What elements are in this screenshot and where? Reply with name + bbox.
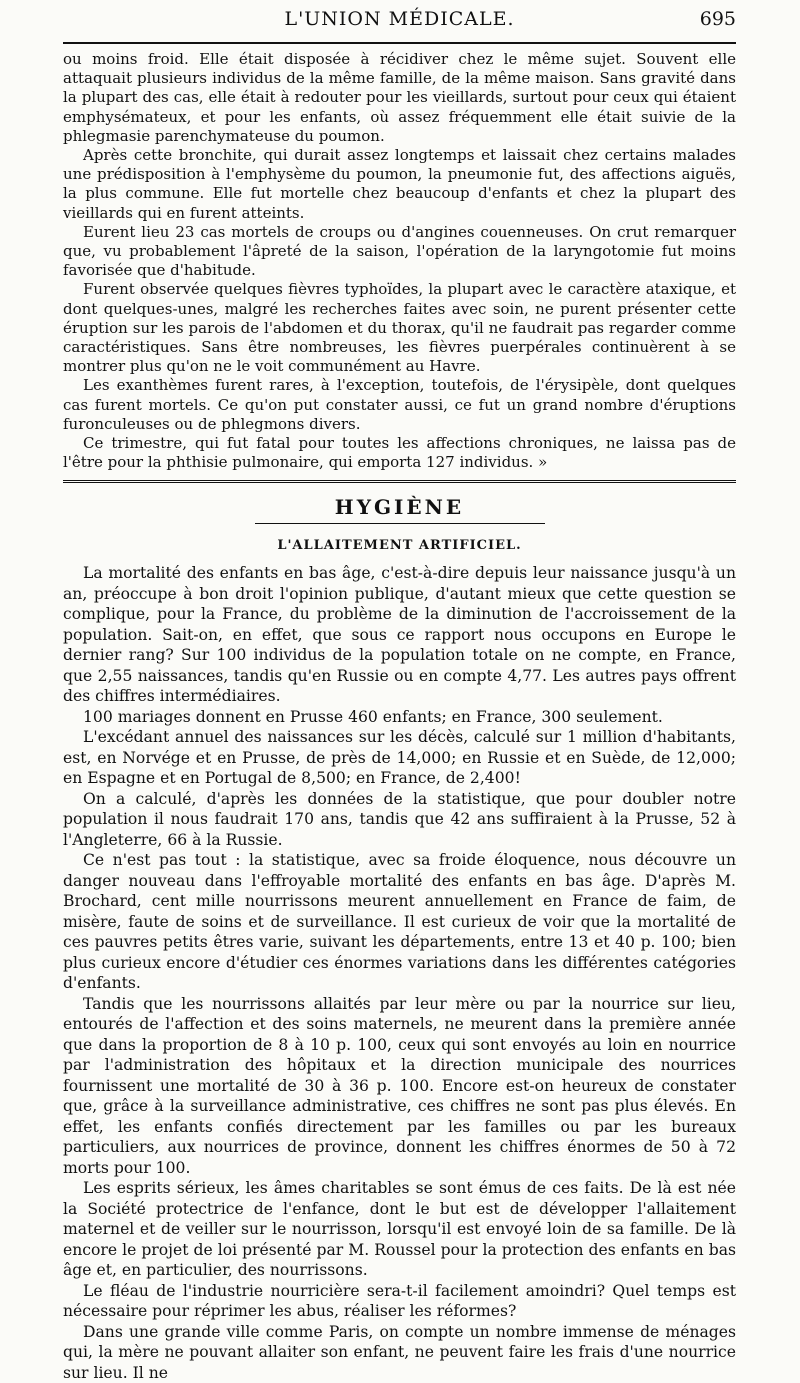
- previous-article-text: [63, 50, 736, 472]
- paragraph: L'excédant annuel des naissances sur les décès, calculé sur 1 million d'habitants, est, en Norvége et en Prusse, de près de 14,000; en Russie et en Suède, de 12,000; en Espagne et en Portugal de 8,500; en France, de 2,400!: [63, 728, 736, 788]
- article-text: [63, 563, 736, 1383]
- running-header: [63, 0, 736, 50]
- paragraph: Eurent lieu 23 cas mortels de croups ou d'angines couenneuses. On crut remarquer que, vu probablement l'âpreté de la saison, l'opération de la laryngotomie fut moins favorisée que d'habitude.: [63, 222, 736, 280]
- page-number: 695: [699, 8, 736, 30]
- paragraph: On a calculé, d'après les données de la statistique, que pour doubler notre population il nous faudrait 170 ans, tandis que 42 ans suffiraient à la Prusse, 52 à l'Angleterre, 66 à la Russie.: [63, 789, 736, 849]
- header-rule: [63, 42, 736, 44]
- section-divider: [63, 480, 736, 485]
- paragraph: Ce trimestre, qui fut fatal pour toutes les affections chroniques, ne laissa pas de l'être pour la phthisie pulmonaire, qui emporta 127 individus. »: [63, 434, 736, 472]
- paragraph: La mortalité des enfants en bas âge, c'est-à-dire depuis leur naissance jusqu'à un an, préoccupe à bon droit l'opinion publique, d'autant mieux que cette question se complique, pour la France, du problème de la diminution de l'accroissement de la population. Sait-on, en effet, que sous ce rapport nous occupons en Europe le dernier rang? Sur 100 individus de la population totale on ne compte, en France, que 2,55 naissances, tandis qu'en Russie ou en compte 4,77. Les autres pays offrent des chiffres intermédiaires.: [63, 564, 736, 706]
- paragraph: Le fléau de l'industrie nourricière sera-t-il facilement amoindri? Quel temps est nécessaire pour réprimer les abus, réaliser les réformes?: [63, 1281, 736, 1321]
- paragraph: Après cette bronchite, qui durait assez longtemps et laissait chez certains malades une prédisposition à l'emphysème du poumon, la pneumonie fut, des affections aiguës, la plus commune. Elle fut mortelle chez beaucoup d'enfants et chez la plupart des vieillards qui en furent atteints.: [63, 146, 736, 222]
- journal-title: L'UNION MÉDICALE.: [284, 8, 515, 30]
- paragraph: 100 mariages donnent en Prusse 460 enfants; en France, 300 seulement.: [83, 707, 663, 726]
- article-title: L'ALLAITEMENT ARTIFICIEL.: [277, 538, 522, 554]
- paragraph: Furent observée quelques fièvres typhoïdes, la plupart avec le caractère ataxique, et dont quelques-unes, malgré les recherches faites avec soin, ne purent présenter cette éruption sur les parois de l'abdomen et du thorax, qu'il ne faudrait pas regarder comme caractéristiques. Sans être nombreuses, les fièvres puerpérales continuèrent à se montrer plus qu'on ne le voit communément au Havre.: [63, 280, 736, 376]
- paragraph: Tandis que les nourrissons allaités par leur mère ou par la nourrice sur lieu, entourés de l'affection et des soins maternels, ne meurent dans la première année que dans la proportion de 8 à 10 p. 100, ceux qui sont envoyés au loin en nourrice par l'administration des hôpitaux et la direction municipale des nourrices fournissent une mortalité de 30 à 36 p. 100. Encore est-on heureux de constater que, grâce à la surveillance administrative, ces chiffres ne sont pas plus élevés. En effet, les enfants confiés directement par les familles ou par les bureaux particuliers, aux nourrices de province, donnent les chiffres énormes de 50 à 72 morts pour 100.: [63, 994, 736, 1177]
- paragraph: Les esprits sérieux, les âmes charitables se sont émus de ces faits. De là est née la Société protectrice de l'enfance, dont le but est de développer l'allaitement maternel et de veiller sur le nourrisson, lorsqu'il est envoyé loin de sa famille. De là encore le projet de loi présenté par M. Roussel pour la protection des enfants en bas âge et, en particulier, des nourrissons.: [63, 1179, 736, 1280]
- paragraph: ou moins froid. Elle était disposée à récidiver chez le même sujet. Souvent elle attaquait plusieurs individus de la même famille, de la même maison. Sans gravité dans la plupart des cas, elle était à redouter pour les vieillards, surtout pour ceux qui étaient emphysémateux, et pour les enfants, où assez fréquemment elle était suivie de la phlegmasie parenchymateuse du poumon.: [63, 50, 736, 145]
- paragraph: Les exanthèmes furent rares, à l'exception, toutefois, de l'érysipèle, dont quelques cas furent mortels. Ce qu'on put constater aussi, ce fut un grand nombre d'éruptions furonculeuses ou de phlegmons divers.: [63, 376, 736, 433]
- section-title-underline: [255, 523, 545, 524]
- paragraph: Dans une grande ville comme Paris, on compte un nombre immense de ménages qui, la mère ne pouvant allaiter son enfant, ne peuvent faire les frais d'une nourrice sur lieu. Il ne: [63, 1322, 736, 1382]
- paragraph: Ce n'est pas tout : la statistique, avec sa froide éloquence, nous découvre un danger nouveau dans l'effroyable mortalité des enfants en bas âge. D'après M. Brochard, cent mille nourrissons meurent annuellement en France de faim, de misère, faute de soins et de surveillance. Il est curieux de voir que la mortalité de ces pauvres petits êtres varie, suivant les départements, entre 13 et 40 p. 100; bien plus curieux encore d'étudier ces énormes variations dans les différentes catégories d'enfants.: [63, 851, 736, 993]
- section-title: HYGIÈNE: [334, 495, 465, 520]
